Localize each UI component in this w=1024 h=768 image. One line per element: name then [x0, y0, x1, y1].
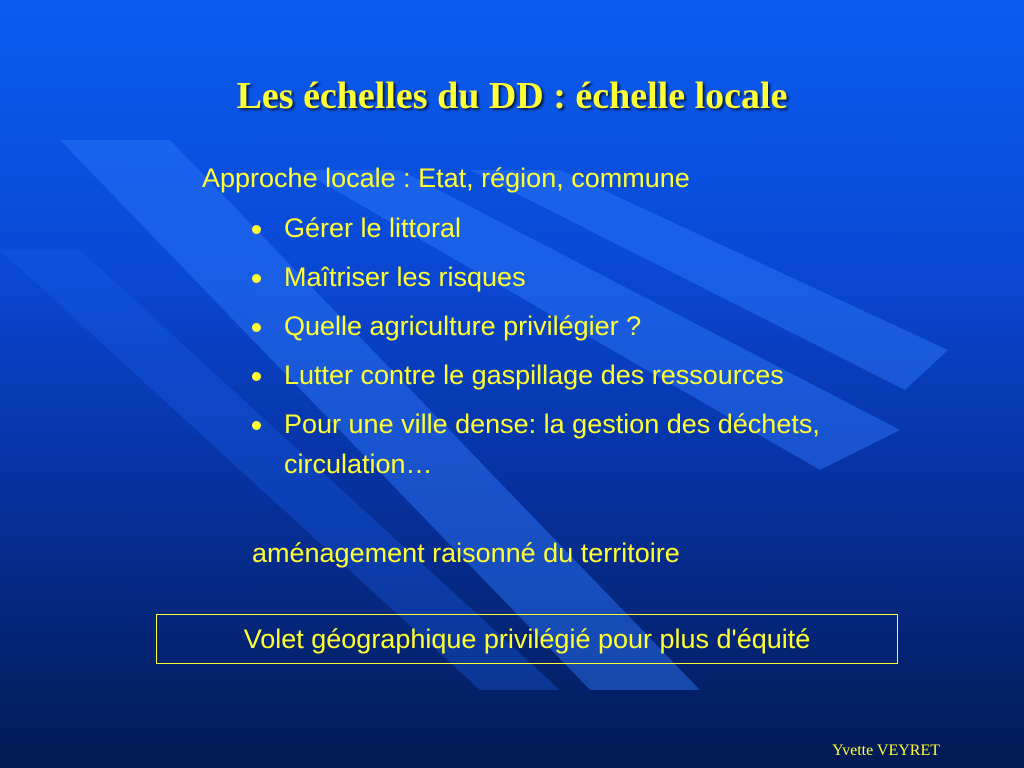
bullet-item [252, 257, 844, 297]
bullet-text: Lutter contre le gaspillage des ressources [284, 360, 784, 390]
slide-title: Les échelles du DD : échelle locale [236, 75, 788, 117]
author-credit: Yvette VEYRET [832, 742, 940, 759]
bullet-text: Gérer le littoral [284, 213, 462, 243]
bullet-dot-icon [252, 225, 261, 234]
boxed-conclusion [156, 614, 898, 664]
bullet-text: Quelle agriculture privilégier ? [284, 311, 642, 341]
bullet-text: Maîtriser les risques [284, 262, 526, 292]
amenagement-text: aménagement raisonné du territoire [252, 538, 680, 568]
bullet-dot-icon [252, 323, 261, 332]
bullet-item [252, 404, 844, 484]
bullet-list [252, 208, 844, 493]
bullet-item [252, 208, 844, 248]
bullet-dot-icon [252, 372, 261, 381]
bullet-dot-icon [252, 274, 261, 283]
boxed-conclusion-text: Volet géographique privilégié pour plus d'équité [243, 623, 811, 654]
bullet-item [252, 306, 844, 346]
bullet-text: Pour une ville dense: la gestion des déchets, circulation… [284, 409, 820, 479]
intro-text: Approche locale : Etat, région, commune [202, 163, 690, 193]
bullet-item [252, 355, 844, 395]
bullet-dot-icon [252, 421, 261, 430]
